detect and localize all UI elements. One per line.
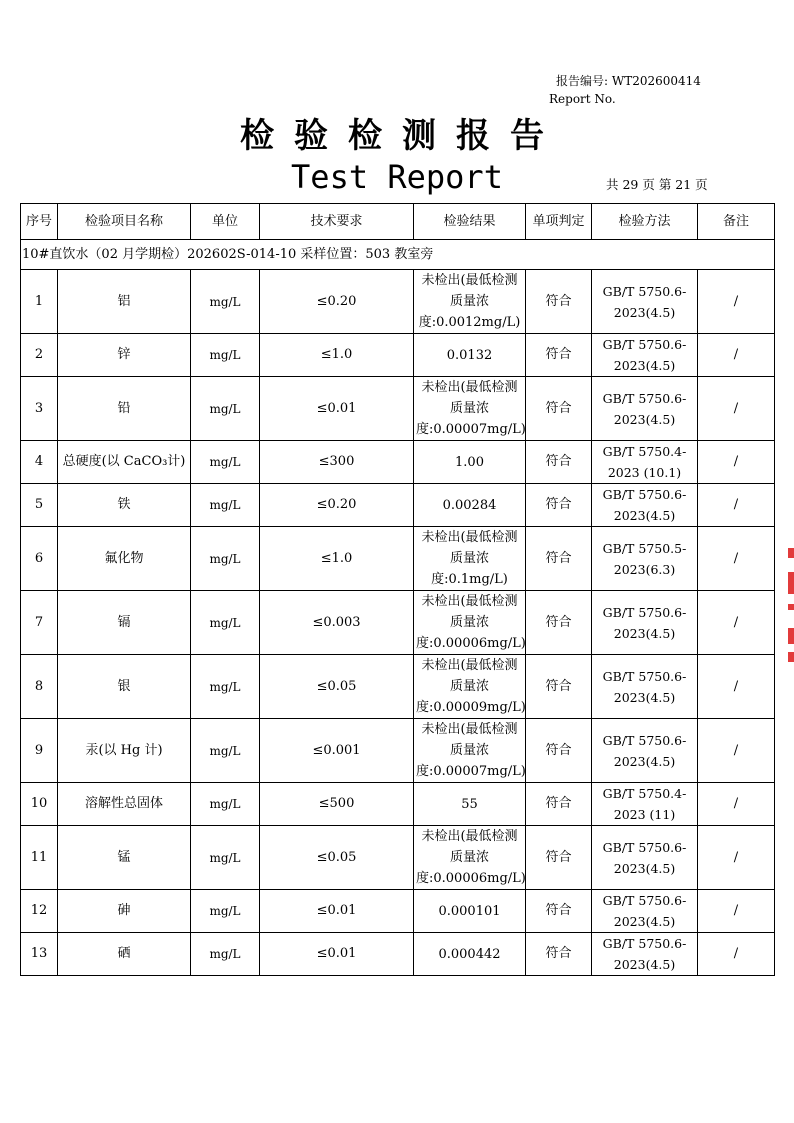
results-table [20,203,775,976]
cell-item: 砷 [58,890,191,933]
cell-no: 12 [21,890,58,933]
cell-req: ≤0.01 [260,933,414,976]
table-row [21,270,775,334]
cell-req: ≤0.05 [260,826,414,890]
cell-no: 11 [21,826,58,890]
cell-item: 锰 [58,826,191,890]
stamp-edge-mark [788,548,794,558]
result-line: 质量浓 [449,679,489,694]
table-row [21,527,775,591]
table-row [21,441,775,484]
result-line: 度:0.1mg/L) [431,572,508,587]
cell-item: 总硬度(以 CaCO₃计) [58,441,191,484]
cell-req: ≤0.01 [260,890,414,933]
method-line: GB/T 5750.6- [602,487,687,502]
table-row [21,890,775,933]
cell-result [414,484,526,527]
cell-judge: 符合 [526,527,592,591]
cell-no: 3 [21,377,58,441]
cell-req: ≤0.001 [260,719,414,783]
result-line: 0.000442 [438,946,501,962]
result-line: 质量浓 [449,551,489,566]
table-row [21,377,775,441]
column-header: 备注 [698,204,775,240]
cell-req: ≤0.20 [260,270,414,334]
cell-unit: mg/L [191,270,260,334]
cell-item: 锌 [58,334,191,377]
cell-unit: mg/L [191,334,260,377]
cell-judge: 符合 [526,377,592,441]
result-line: 度:0.00007mg/L) [416,764,526,779]
method-line: 2023(4.5) [613,411,676,427]
cell-judge: 符合 [526,270,592,334]
cell-no: 8 [21,655,58,719]
cell-judge: 符合 [526,441,592,484]
cell-method [592,270,698,334]
result-line: 未检出(最低检测 [421,380,518,395]
method-line: 2023(4.5) [613,914,676,929]
column-header: 序号 [21,204,58,240]
stamp-edge-mark [788,604,794,610]
cell-item: 硒 [58,933,191,976]
method-line: 2023(4.5) [613,860,676,876]
result-line: 0.000101 [438,903,501,919]
result-line: 质量浓 [449,743,489,758]
result-line: 55 [461,796,478,812]
page-title-cn: 检验检测报告 [240,116,564,156]
cell-note: / [698,783,775,826]
column-header: 检验方法 [592,204,698,240]
cell-judge: 符合 [526,334,592,377]
cell-result [414,270,526,334]
method-line: GB/T 5750.4- [602,444,687,459]
cell-unit: mg/L [191,890,260,933]
result-line: 质量浓 [449,615,489,630]
cell-req: ≤0.05 [260,655,414,719]
column-header: 单位 [191,204,260,240]
table-row [21,591,775,655]
result-line: 度:0.00006mg/L) [416,871,526,886]
cell-note: / [698,441,775,484]
cell-judge: 符合 [526,890,592,933]
cell-judge: 符合 [526,719,592,783]
cell-note: / [698,890,775,933]
method-line: GB/T 5750.6- [602,936,687,951]
cell-method [592,826,698,890]
result-line: 度:0.00009mg/L) [416,700,526,715]
cell-result [414,527,526,591]
cell-item: 氟化物 [58,527,191,591]
method-line: 2023(4.5) [613,358,676,373]
method-line: 2023(4.5) [613,304,676,320]
cell-judge: 符合 [526,591,592,655]
stamp-edge-mark [788,652,794,662]
cell-note: / [698,655,775,719]
cell-req: ≤300 [260,441,414,484]
result-line: 0.0132 [446,347,493,363]
result-line: 未检出(最低检测 [421,658,518,673]
cell-method [592,591,698,655]
method-line: 2023(4.5) [613,957,676,972]
method-line: 2023(6.3) [613,561,676,577]
method-line: 2023(4.5) [613,508,676,523]
result-line: 未检出(最低检测 [421,722,518,737]
table-row [21,719,775,783]
page-counter: 共 29 页 第 21 页 [606,177,708,192]
cell-unit: mg/L [191,719,260,783]
cell-result [414,890,526,933]
cell-req: ≤0.01 [260,377,414,441]
report-number-en-label: Report No. [549,92,616,106]
cell-req: ≤1.0 [260,527,414,591]
method-line: GB/T 5750.6- [602,337,687,352]
sample-section-row [21,240,775,270]
cell-method [592,441,698,484]
method-line: 2023(4.5) [613,625,676,641]
cell-no: 1 [21,270,58,334]
cell-item: 溶解性总固体 [58,783,191,826]
cell-note: / [698,334,775,377]
cell-method [592,719,698,783]
method-line: 2023 (10.1) [607,465,682,480]
method-line: GB/T 5750.6- [602,668,687,684]
cell-no: 7 [21,591,58,655]
table-row [21,334,775,377]
table-row [21,826,775,890]
sample-section-label: 10#直饮水（02 月学期检）202602S-014-10 采样位置：503 教室旁 [21,240,775,270]
method-line: 2023(4.5) [613,689,676,705]
result-line: 质量浓 [449,401,489,416]
cell-item: 镉 [58,591,191,655]
cell-note: / [698,270,775,334]
cell-item: 汞(以 Hg 计) [58,719,191,783]
page-title-en: Test Report [291,158,503,196]
result-line: 质量浓 [449,294,489,309]
cell-unit: mg/L [191,826,260,890]
cell-method [592,783,698,826]
cell-method [592,334,698,377]
cell-note: / [698,719,775,783]
cell-note: / [698,826,775,890]
cell-result [414,655,526,719]
cell-note: / [698,527,775,591]
method-line: GB/T 5750.6- [602,839,687,855]
cell-judge: 符合 [526,783,592,826]
method-line: 2023(4.5) [613,753,676,769]
cell-no: 9 [21,719,58,783]
method-line: GB/T 5750.6- [602,893,687,908]
result-line: 度:0.0012mg/L) [418,315,521,330]
cell-result [414,441,526,484]
cell-req: ≤0.003 [260,591,414,655]
result-line: 未检出(最低检测 [421,829,518,844]
cell-method [592,933,698,976]
cell-note: / [698,591,775,655]
method-line: GB/T 5750.6- [602,732,687,748]
method-line: GB/T 5750.4- [602,786,687,801]
result-line: 度:0.00006mg/L) [416,636,526,651]
cell-result [414,591,526,655]
table-row [21,655,775,719]
cell-note: / [698,933,775,976]
method-line: GB/T 5750.6- [602,390,687,406]
cell-item: 银 [58,655,191,719]
cell-judge: 符合 [526,933,592,976]
cell-unit: mg/L [191,783,260,826]
table-row [21,783,775,826]
column-header: 检验结果 [414,204,526,240]
cell-no: 6 [21,527,58,591]
column-header: 技术要求 [260,204,414,240]
cell-method [592,655,698,719]
cell-result [414,377,526,441]
table-row [21,933,775,976]
table-header-row [21,204,775,240]
cell-unit: mg/L [191,655,260,719]
cell-item: 铁 [58,484,191,527]
column-header: 单项判定 [526,204,592,240]
cell-method [592,377,698,441]
column-header: 检验项目名称 [58,204,191,240]
cell-item: 铝 [58,270,191,334]
cell-result [414,719,526,783]
cell-method [592,890,698,933]
cell-judge: 符合 [526,484,592,527]
cell-result [414,334,526,377]
result-line: 未检出(最低检测 [421,594,518,609]
cell-no: 5 [21,484,58,527]
cell-req: ≤1.0 [260,334,414,377]
cell-no: 13 [21,933,58,976]
method-line: 2023 (11) [613,807,676,822]
cell-unit: mg/L [191,441,260,484]
method-line: GB/T 5750.6- [602,283,687,299]
cell-judge: 符合 [526,826,592,890]
result-line: 度:0.00007mg/L) [416,422,526,437]
cell-method [592,527,698,591]
result-line: 质量浓 [449,850,489,865]
cell-unit: mg/L [191,377,260,441]
table-row [21,484,775,527]
stamp-edge-mark [788,628,794,644]
cell-unit: mg/L [191,484,260,527]
result-line: 0.00284 [442,497,497,513]
result-line: 1.00 [455,454,484,470]
cell-unit: mg/L [191,933,260,976]
cell-judge: 符合 [526,655,592,719]
result-line: 未检出(最低检测 [421,273,518,288]
cell-no: 4 [21,441,58,484]
cell-req: ≤0.20 [260,484,414,527]
method-line: GB/T 5750.6- [602,604,687,620]
cell-no: 10 [21,783,58,826]
cell-method [592,484,698,527]
cell-req: ≤500 [260,783,414,826]
cell-result [414,826,526,890]
cell-result [414,933,526,976]
cell-unit: mg/L [191,591,260,655]
method-line: GB/T 5750.5- [602,540,687,556]
cell-unit: mg/L [191,527,260,591]
cell-note: / [698,484,775,527]
cell-no: 2 [21,334,58,377]
report-number: 报告编号: WT202600414 [556,74,701,88]
cell-item: 铅 [58,377,191,441]
stamp-edge-mark [788,572,794,594]
cell-note: / [698,377,775,441]
cell-result [414,783,526,826]
result-line: 未检出(最低检测 [421,530,518,545]
